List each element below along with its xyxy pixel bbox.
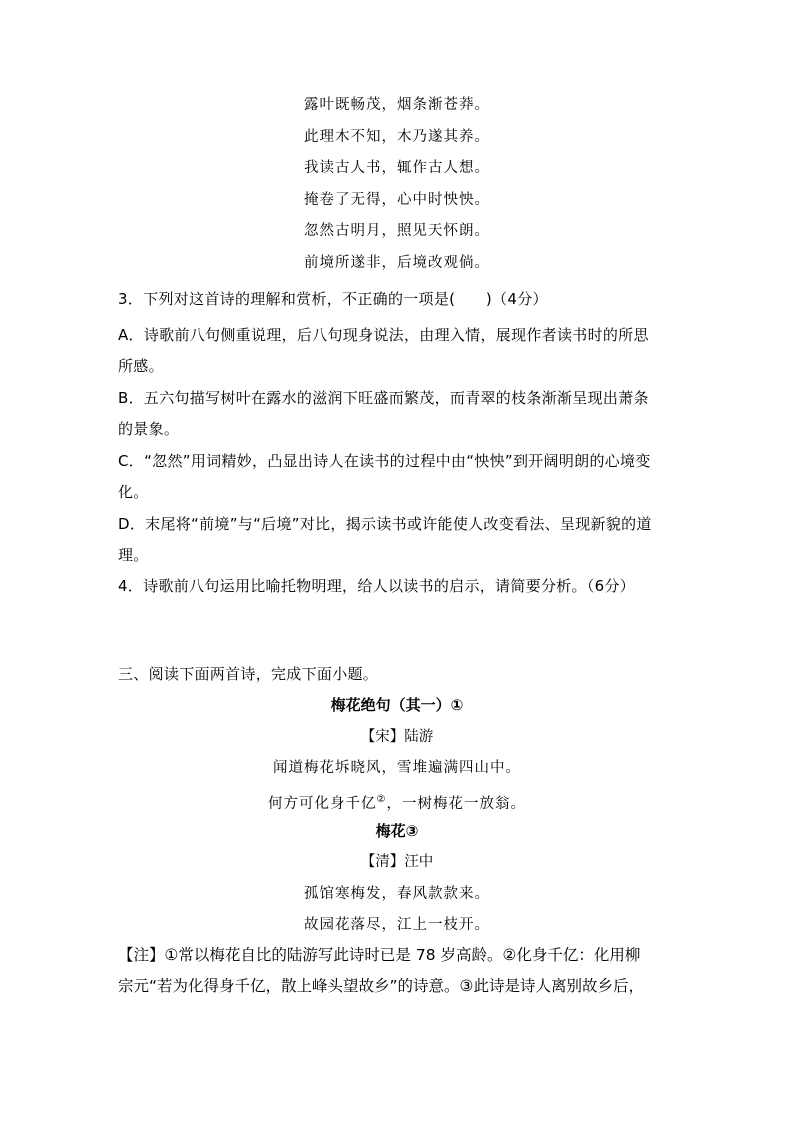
poem-b-line-1: 孤馆寒梅发，春风款款来。: [304, 886, 490, 902]
note-line-1: [118, 944, 678, 966]
poem-a-author: 【宋】陆游: [360, 729, 434, 745]
poem-line-6: 前境所遂非，后境改观倘。: [304, 255, 490, 271]
section-3-heading: 三、阅读下面两首诗，完成下面小题。: [118, 665, 379, 683]
poem-line-4: 掩卷了无得，心中时怏怏。: [304, 192, 490, 208]
poem-a-line-2: [0, 790, 794, 814]
poem-a-line-1: 闻道梅花坼晓风，雪堆遍满四山中。: [273, 760, 521, 776]
option-b-line-2: 的景象。: [118, 420, 180, 438]
poem-b-title: 梅花③: [375, 822, 419, 840]
footnote-mark-2: ②: [376, 794, 387, 805]
option-b-line-1: B．五六句描写树叶在露水的滋润下旺盛而繁茂，而青翠的枝条渐渐呈现出萧条: [118, 389, 649, 407]
option-a-line-2: 所感。: [118, 357, 164, 375]
poem-b-line-2: 故园花落尽，江上一枝开。: [304, 917, 490, 933]
note-text-1: ①常以梅花自比的陆游写此诗时已是 78 岁高龄。②化身千亿：化用柳: [164, 946, 641, 964]
note-label: 【注】: [118, 946, 165, 964]
poem-line-3: 我读古人书，辄作古人想。: [304, 160, 490, 176]
note-line-2: 宗元“若为化得身千亿，散上峰头望故乡”的诗意。③此诗是诗人离别故乡后，: [118, 977, 644, 995]
poem-line-1: 露叶既畅茂，烟条渐苍莽。: [304, 97, 490, 113]
option-d-line-2: 理。: [118, 546, 149, 564]
option-d-line-1: D．末尾将“前境”与“后境”对比，揭示读书或许能使人改变看法、呈现新貌的道: [118, 515, 652, 533]
question-3-stem: 3．下列对这首诗的理解和赏析，不正确的一项是( )（4分）: [118, 290, 548, 308]
poem-a-line-2-second: ，一树梅花一放翁。: [386, 795, 526, 812]
poem-line-2: 此理木不知，木乃遂其养。: [304, 129, 490, 145]
poem-line-5: 忽然古明月，照见天怀朗。: [304, 223, 490, 239]
poem-b-author: 【清】汪中: [360, 854, 434, 870]
option-c-line-2: 化。: [118, 483, 149, 501]
poem-a-line-2-first: 何方可化身千亿: [268, 795, 377, 812]
question-4: 4．诗歌前八句运用比喻托物明理，给人以读书的启示，请简要分析。（6分）: [118, 577, 636, 595]
option-c-line-1: C．“忽然”用词精妙，凸显出诗人在读书的过程中由“怏怏”到开阔明朗的心境变: [118, 452, 651, 470]
poem-a-title: 梅花绝句（其一）①: [330, 696, 464, 714]
option-a-line-1: A．诗歌前八句侧重说理，后八句现身说法，由理入情，展现作者读书时的所思: [118, 326, 649, 344]
